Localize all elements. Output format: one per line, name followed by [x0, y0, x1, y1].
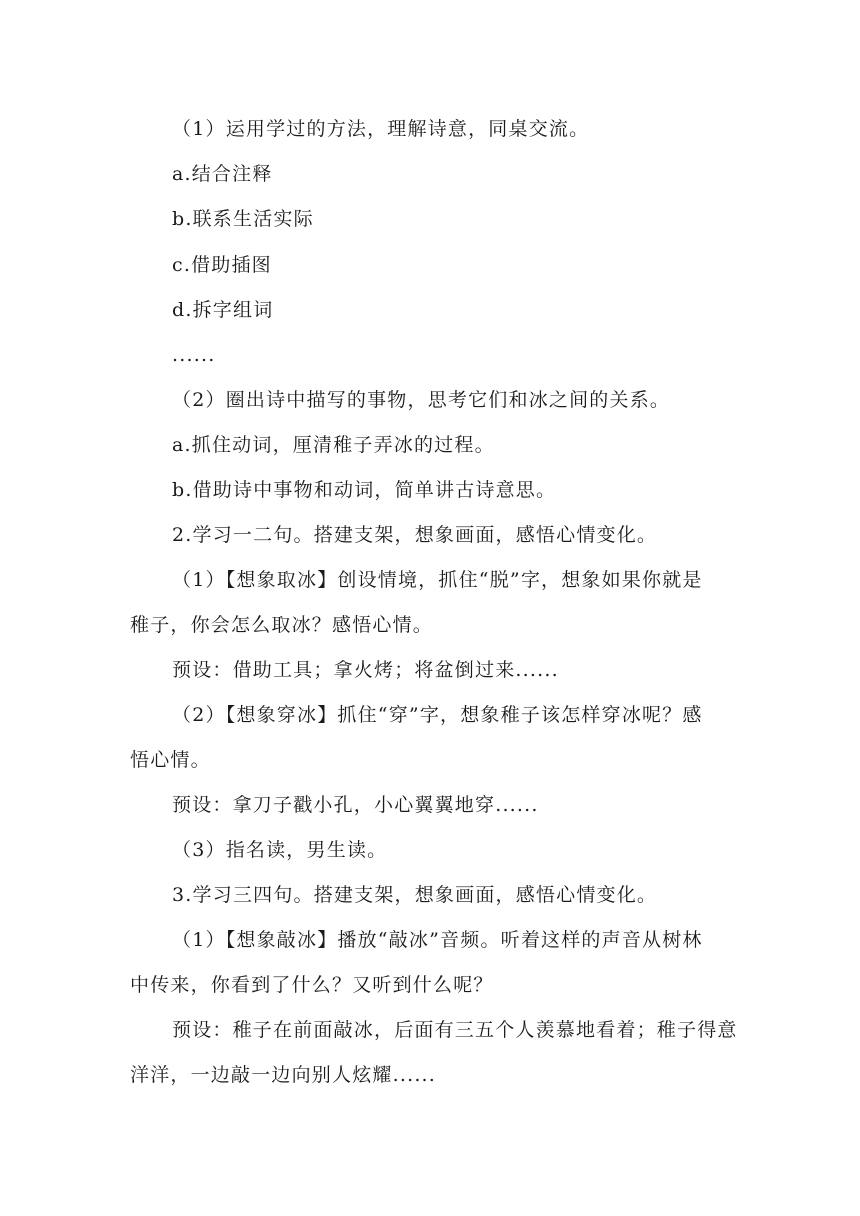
paragraph-line: 2.学习一二句。搭建支架，想象画面，感悟心情变化。 [172, 524, 658, 546]
paragraph-line: b.借助诗中事物和动词，简单讲古诗意思。 [172, 479, 557, 501]
paragraph-line: ...... [172, 344, 216, 366]
paragraph-line: b.联系生活实际 [172, 208, 314, 230]
paragraph-line: （3）指名读，男生读。 [172, 839, 388, 861]
paragraph-line: （2）【想象穿冰】抓住“穿”字，想象稚子该怎样穿冰呢？感 [172, 704, 703, 726]
paragraph-line: a.结合注释 [172, 163, 273, 185]
paragraph-line: 洋洋，一边敲一边向别人炫耀...... [130, 1064, 437, 1086]
paragraph-line: （1）【想象敲冰】播放“敲冰”音频。听着这样的声音从树林 [172, 929, 703, 951]
paragraph-line: d.拆字组词 [172, 299, 274, 321]
paragraph-line: 预设：稚子在前面敲冰，后面有三五个人羡慕地看着；稚子得意 [172, 1019, 738, 1041]
paragraph-line: 3.学习三四句。搭建支架，想象画面，感悟心情变化。 [172, 884, 658, 906]
paragraph-line: 悟心情。 [130, 749, 211, 771]
paragraph-line: 预设：借助工具；拿火烤；将盆倒过来...... [172, 659, 559, 681]
paragraph-line: c.借助插图 [172, 254, 272, 276]
paragraph-line: 稚子，你会怎么取冰？感悟心情。 [130, 614, 434, 636]
paragraph-line: （1）【想象取冰】创设情境，抓住“脱”字，想象如果你就是 [172, 569, 703, 591]
paragraph-line: 预设：拿刀子戳小孔，小心翼翼地穿...... [172, 794, 539, 816]
paragraph-line: （2）圈出诗中描写的事物，思考它们和冰之间的关系。 [172, 389, 671, 411]
paragraph-line: a.抓住动词，厘清稚子弄冰的过程。 [172, 434, 495, 456]
paragraph-line: 中传来，你看到了什么？又听到什么呢？ [130, 974, 494, 996]
paragraph-line: （1）运用学过的方法，理解诗意，同桌交流。 [172, 118, 590, 140]
